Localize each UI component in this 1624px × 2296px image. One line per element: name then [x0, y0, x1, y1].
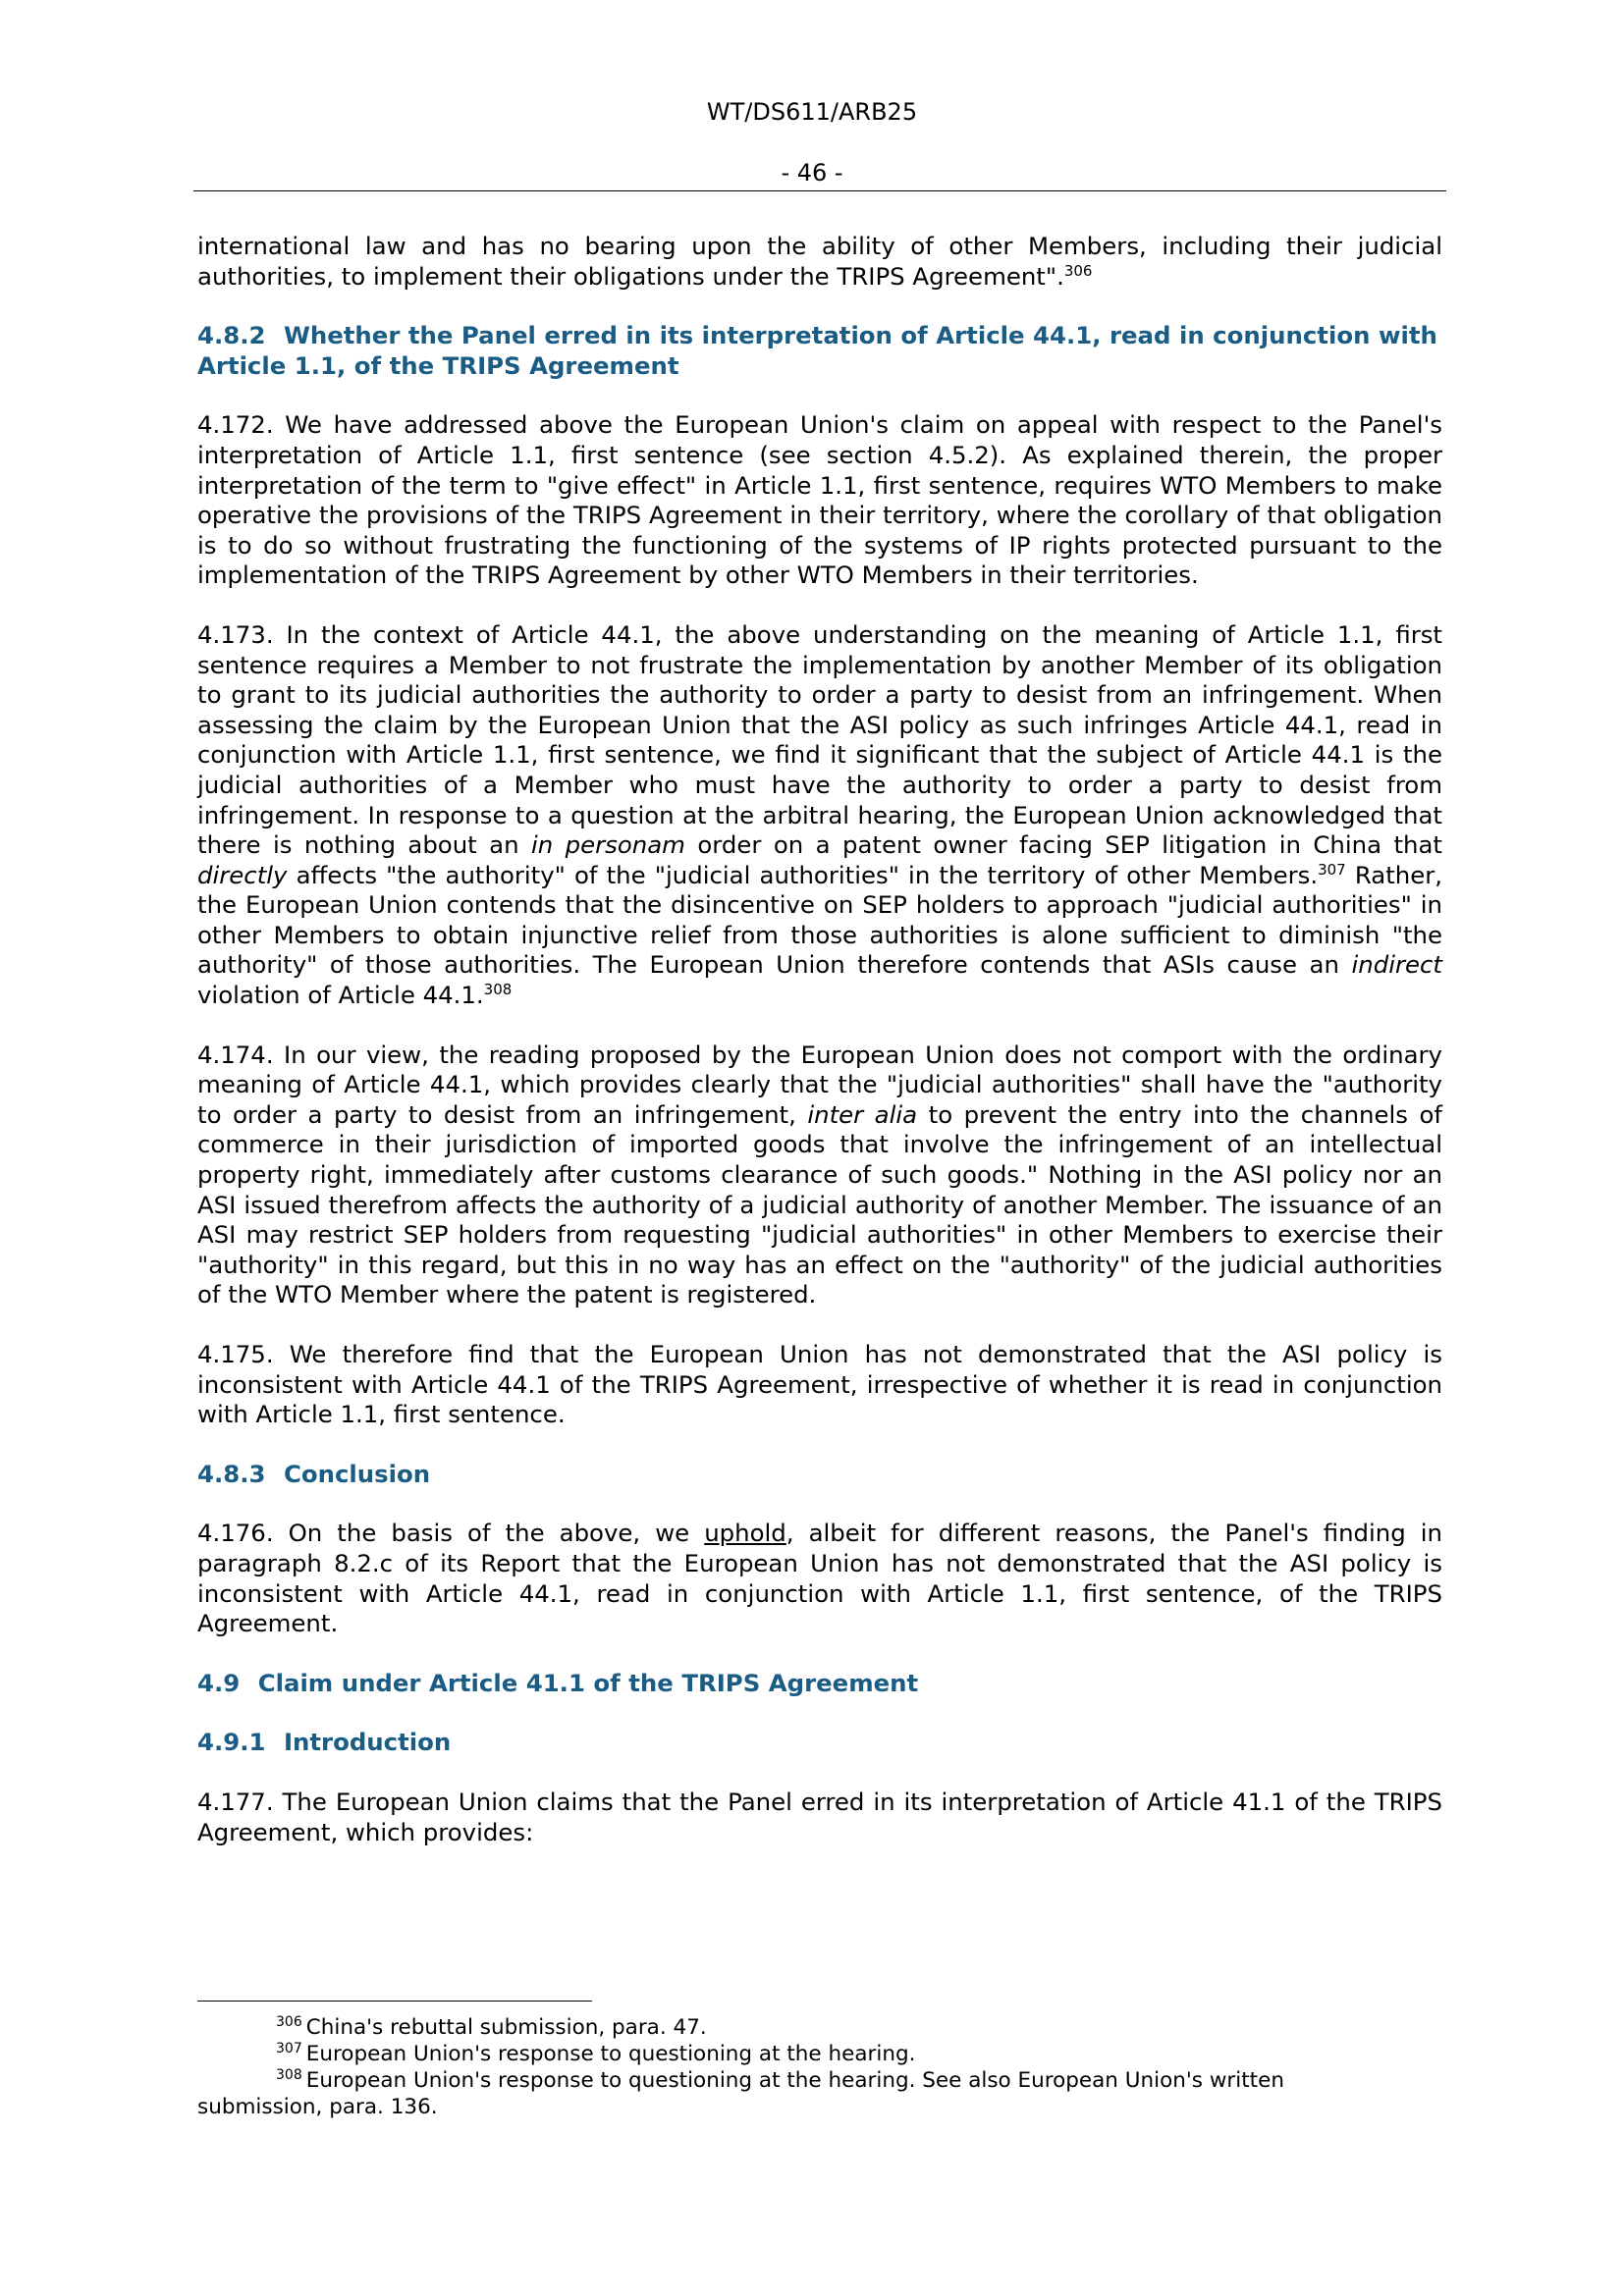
paragraph-4-173: [197, 620, 1442, 1011]
header-divider: [193, 190, 1446, 191]
document-code: WT/DS611/ARB25: [706, 98, 918, 126]
footnote-text: European Union's response to questioning at the hearing. See also European Union's written: [305, 2068, 1284, 2093]
italic-text: in personam: [530, 830, 685, 860]
section-heading-4-8-3: [197, 1460, 1442, 1490]
paragraph-4-175: 4.175. We therefore find that the European Union has not demonstrated that the ASI policy is inconsistent with Article 44.1 of the TRIPS Agreement, irrespective of whether it is read in conjunction with Article 1.1, first sentence.: [197, 1340, 1442, 1429]
paragraph-4-174: [197, 1041, 1442, 1310]
section-heading-4-8-2: [197, 321, 1442, 381]
paragraph-text: 4.176. On the basis of the above, we: [197, 1519, 705, 1548]
footnote-number: 308: [276, 2066, 302, 2083]
paragraph-4-176: [197, 1519, 1442, 1638]
footnote-number: 306: [276, 2013, 302, 2030]
italic-text: directly: [197, 860, 288, 889]
paragraph-text: international law and has no bearing upon the ability of other Members, including their judicial authorities, to implement their obligations under the TRIPS Agreement".: [197, 232, 1442, 291]
paragraph-text: 4.173. In the context of Article 44.1, the above understanding on the meaning of Article 1.1, first sentence requires a Member to not frustrate the implementation by another Member of its obligation to grant to its judicial authorities the authority to order a party to desist from an infringement. When assessing the claim by the European Union that the ASI policy as such infringes Article 44.1, read in conjunction with Article 1.1, first sentence, we find it significant that the subject of Article 44.1 is the judicial authorities of a Member who must have the authority to order a party to desist from infringement. In response to a question at the arbitral hearing, the European Union acknowledged that there is nothing about an: [197, 619, 1442, 860]
section-title: Claim under Article 41.1 of the TRIPS Agreement: [257, 1668, 919, 1697]
section-title: Whether the Panel erred in its interpretation of Article 44.1, read in conjunction with Article 1.1, of the TRIPS Agreement: [197, 321, 1437, 380]
page-number: - 46 -: [781, 159, 843, 187]
section-title: Introduction: [283, 1728, 452, 1757]
footnote-306: [197, 2014, 1442, 2041]
paragraph-text: order on a patent owner facing SEP litigation in China that: [684, 830, 1442, 860]
footnote-ref-307[interactable]: 307: [1318, 860, 1346, 879]
section-number: 4.8.2: [197, 321, 266, 350]
paragraph-text: , albeit for different reasons, the Panel's finding in paragraph 8.2.c of its Report that the European Union has not demonstrated that the ASI policy is inconsistent with Article 44.1, read in conjunction with Article 1.1, first sentence, of the TRIPS Agreement.: [197, 1519, 1442, 1638]
footnote-ref-308[interactable]: 308: [483, 980, 513, 998]
footnote-divider: [197, 2001, 592, 2002]
section-title: Conclusion: [283, 1459, 431, 1488]
footnote-text: China's rebuttal submission, para. 47.: [305, 2015, 707, 2040]
section-number: 4.8.3: [197, 1459, 266, 1488]
section-number: 4.9: [197, 1668, 241, 1697]
paragraph-text: 4.174. In our view, the reading proposed by the European Union does not comport with the ordinary meaning of Article 44.1, which provides clearly that the "judicial authorities" shall have the "authority to order a party to desist from an infringement,: [197, 1040, 1442, 1129]
paragraph-continued: [197, 232, 1442, 292]
paragraph-text: to prevent the entry into the channels of commerce in their jurisdiction of imported goods that involve the infringement of an intellectual property right, immediately after customs clearance of such goods." Nothing in the ASI policy nor an ASI issued therefrom affects the authority of a judicial authority of another Member. The issuance of an ASI may restrict SEP holders from requesting "judicial authorities" in other Members to exercise their "authority" in this regard, but this in no way has an effect on the "authority" of the judicial authorities of the WTO Member where the patent is registered.: [197, 1099, 1443, 1309]
document-body: [197, 232, 1442, 1877]
footnotes: [197, 2014, 1442, 2120]
footnote-ref-306[interactable]: 306: [1063, 261, 1093, 280]
italic-text: indirect: [1351, 950, 1442, 980]
underlined-text: uphold: [704, 1519, 786, 1548]
paragraph-4-177: 4.177. The European Union claims that the Panel erred in its interpretation of Article 41.1 of the TRIPS Agreement, which provides:: [197, 1787, 1442, 1846]
section-heading-4-9: [197, 1669, 1442, 1699]
paragraph-4-172: 4.172. We have addressed above the European Union's claim on appeal with respect to the Panel's interpretation of Article 1.1, first sentence (see section 4.5.2). As explained therein, the proper interpretation of the term to "give effect" in Article 1.1, first sentence, requires WTO Members to make operative the provisions of the TRIPS Agreement in their territory, where the corollary of that obligation is to do so without frustrating the functioning of the systems of IP rights protected pursuant to the implementation of the TRIPS Agreement by other WTO Members in their territories.: [197, 410, 1442, 590]
section-number: 4.9.1: [197, 1728, 266, 1757]
paragraph-text: affects "the authority" of the "judicial authorities" in the territory of other Members.: [287, 860, 1319, 889]
footnote-307: [197, 2041, 1442, 2067]
italic-text: inter alia: [807, 1099, 918, 1129]
footnote-number: 307: [276, 2040, 302, 2056]
footnote-text: European Union's response to questioning at the hearing.: [305, 2042, 916, 2066]
footnote-308-continued: submission, para. 136.: [197, 2095, 438, 2119]
section-heading-4-9-1: [197, 1728, 1442, 1758]
paragraph-text: violation of Article 44.1.: [197, 981, 484, 1010]
footnote-308: [197, 2067, 1442, 2094]
paragraph-text: Rather, the European Union contends that the disincentive on SEP holders to approach "judicial authorities" in other Members to obtain injunctive relief from those authorities is alone sufficient to diminish "the authority" of those authorities. The European Union therefore contends that ASIs cause an: [197, 860, 1442, 980]
